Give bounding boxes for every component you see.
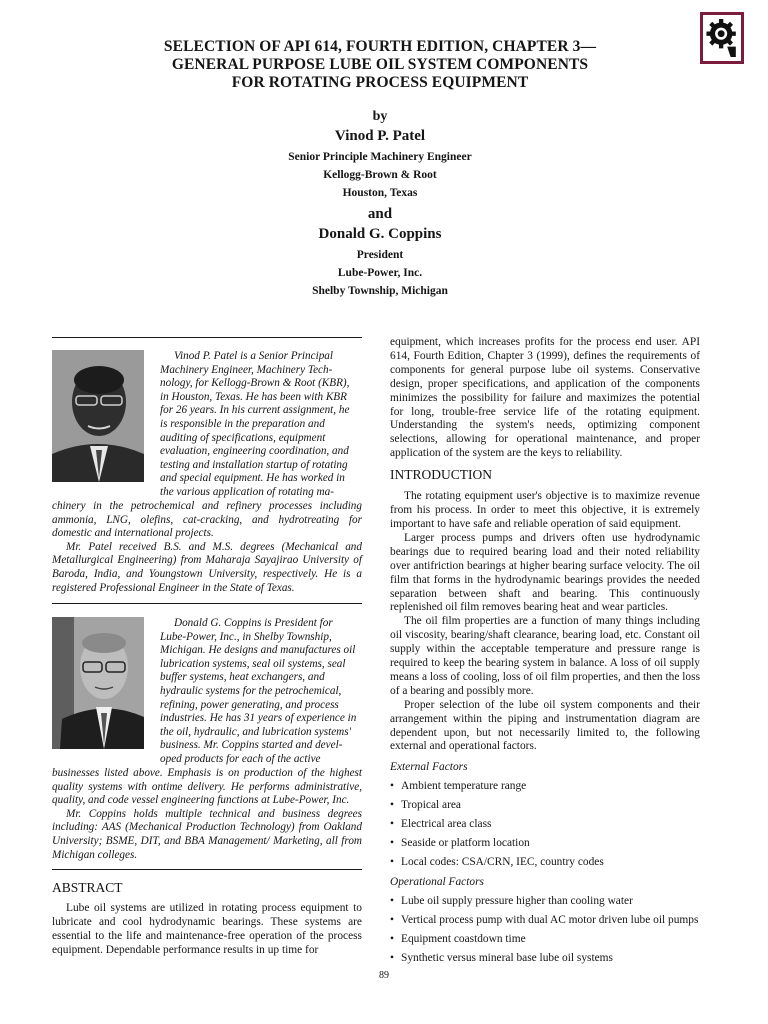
abstract-continuation: equipment, which increases profits for the process end user. API 614, Fourth Edition, Chapter 3 (1999), defines the requirements of components for general purpose lube oil systems. Conservative design, proper specifications, and application of the components minimizes the possibility for failure and maximizes the potential for long, trouble-free service life of the rotating equipment. Understanding the system's needs, optimizing component selections, allowing for operational maintenance, and proper application of the system are the keys to reliability. <box>390 336 700 460</box>
list-item: • Electrical area class <box>390 817 700 831</box>
abstract-paragraph: Lube oil systems are utilized in rotating process equipment to lubricate and cool hydrodynamic bearings. These systems are essential to the life and maintenance-free operation of the process equipment. Dependable performance results in up time for <box>52 902 362 956</box>
author1-photo <box>52 350 144 482</box>
author1-company: Kellogg-Brown & Root <box>323 169 437 181</box>
operational-factors-list <box>390 894 700 965</box>
intro-paragraph: The rotating equipment user's objective is to maximize revenue from his process. In order to meet this objective, it is extremely important to have safe and reliable operation of said equipment. <box>390 490 700 530</box>
paper-header <box>120 38 640 300</box>
bio1-line: evaluation, engineering coordination, and <box>160 445 349 458</box>
author1-bio-side <box>160 350 362 500</box>
bio1-line: is responsible in the preparation and <box>160 417 325 430</box>
operational-factors-heading: Operational Factors <box>390 876 484 889</box>
author2-bio-side <box>160 617 362 767</box>
authors-and: and <box>367 206 393 222</box>
list-item: • Ambient temperature range <box>390 779 700 793</box>
divider-top <box>52 337 362 338</box>
divider-middle <box>52 603 362 604</box>
list-item: • Lube oil supply pressure higher than cooling water <box>390 894 700 908</box>
bio1-line: Machinery Engineer, Machinery Tech- <box>160 363 333 376</box>
introduction-heading: INTRODUCTION <box>390 467 492 483</box>
list-item: • Vertical process pump with dual AC motor driven lube oil pumps <box>390 913 700 927</box>
author1-location: Houston, Texas <box>342 187 418 199</box>
bio1-education: Mr. Patel received B.S. and M.S. degrees (Mechanical and Metallurgical Engineering) from Maharaja Sayajirao University of Baroda, India, and Youngstown University, respectively. He is a registered Professional Engineer in the State of Texas. <box>52 540 362 594</box>
intro-paragraph: Larger process pumps and drivers often use hydrodynamic bearings due to required bearing load and their noted reliability over antifriction bearings at higher bearing surface velocity. The oil film that forms in the hydrodynamic bearings provides the needed separation between shaft and bearing. This continuously replenished oil film removes bearing heat and wear particles. <box>390 531 700 614</box>
author2-location: Shelby Township, Michigan <box>312 285 448 297</box>
bio2-line: the oil, hydraulic, and lubrication systems' <box>160 725 352 738</box>
bio1-line: testing and installation startup of rotating <box>160 458 348 471</box>
author2-name: Donald G. Coppins <box>318 226 442 242</box>
bio2-line: Michigan. He designs and manufactures oil <box>160 644 356 657</box>
title-line-1: SELECTION OF API 614, FOURTH EDITION, CHAPTER 3— <box>163 38 597 55</box>
bio2-continuation: businesses listed above. Emphasis is on production of the highest quality systems with ontime delivery. He performs administrative, quality, and code vessel engineering functions at Lube-Power, Inc. <box>52 767 362 807</box>
title-line-2: GENERAL PURPOSE LUBE OIL SYSTEM COMPONENTS <box>171 56 589 73</box>
author1-title: Senior Principle Machinery Engineer <box>288 151 472 163</box>
title-line-3: FOR ROTATING PROCESS EQUIPMENT <box>231 74 529 91</box>
intro-paragraph: The oil film properties are a function of many things including oil viscosity, bearing/shaft clearance, bearing load, etc. Constant oil supply within the acceptable temperature and pressure range is required to keep the bearing system in balance. A loss of oil supply means a loss of cooling, loss of oil film properties, and then the loss of a bearing and possibly more. <box>390 615 700 697</box>
bio2-line: oped products for each of the active <box>160 752 321 765</box>
list-item: • Equipment coastdown time <box>390 932 700 946</box>
bio1-line: auditing of specifications, equipment <box>160 431 326 444</box>
abstract-heading: ABSTRACT <box>52 880 123 895</box>
symposium-logo <box>700 12 744 64</box>
bio1-line: for 26 years. In his current assignment, he <box>160 404 350 417</box>
author2-title: President <box>356 249 404 261</box>
right-column <box>390 336 700 970</box>
bio2-line: Lube-Power, Inc., in Shelby Township, <box>160 630 332 643</box>
divider-bottom <box>52 869 362 870</box>
byline: by <box>372 109 388 124</box>
bio2-line: lubrication systems, seal oil systems, seal <box>160 657 346 670</box>
bio1-line: nology, for Kellogg-Brown & Root (KBR), <box>160 377 350 390</box>
list-item: • Seaside or platform location <box>390 836 700 850</box>
bio2-line: Donald G. Coppins is President for <box>174 617 333 629</box>
external-factors-heading: External Factors <box>390 761 468 774</box>
external-factors-list <box>390 779 700 869</box>
author1-bio-full <box>52 500 362 595</box>
bio2-line: hydraulic systems for the petrochemical, <box>160 684 342 697</box>
bio2-line: buffer systems, heat exchangers, and <box>160 671 325 684</box>
intro-paragraph: Proper selection of the lube oil system components and their arrangement within the piping and instrumentation diagram are dependent upon, but not necessarily limited to, the following external and operational factors. <box>390 698 700 753</box>
bio1-line: in Houston, Texas. He has been with KBR <box>160 390 347 403</box>
author1-name: Vinod P. Patel <box>334 128 426 144</box>
bio2-education: Mr. Coppins holds multiple technical and business degrees including: AAS (Mechanical Production Technology) from Oakland University; BSME, DIT, and BBA Management/ Marketing, all from Michigan colleges. <box>52 807 362 861</box>
list-item: • Local codes: CSA/CRN, IEC, country codes <box>390 855 700 869</box>
list-item: • Synthetic versus mineral base lube oil systems <box>390 951 700 965</box>
page-number: 89 <box>379 970 389 981</box>
list-item: • Tropical area <box>390 798 700 812</box>
bio2-line: business. Mr. Coppins started and devel- <box>160 739 343 752</box>
bio1-line: Vinod P. Patel is a Senior Principal <box>174 350 333 362</box>
author2-photo <box>52 617 144 749</box>
bio1-line: and special equipment. He has worked in <box>160 472 345 485</box>
bio1-continuation: chinery in the petrochemical and refinery processes including ammonia, LNG, olefins, cat-cracking, and hydrotreating for domestic and international projects. <box>52 500 362 540</box>
gear-logo-icon <box>703 15 741 61</box>
author2-bio-full <box>52 767 362 862</box>
abstract-text <box>52 902 362 958</box>
author2-company: Lube-Power, Inc. <box>337 267 423 279</box>
bio1-line: the various application of rotating ma- <box>160 485 334 498</box>
bio2-line: industries. He has 31 years of experience in <box>160 712 357 725</box>
bio2-line: refining, power generating, and process <box>160 698 339 711</box>
